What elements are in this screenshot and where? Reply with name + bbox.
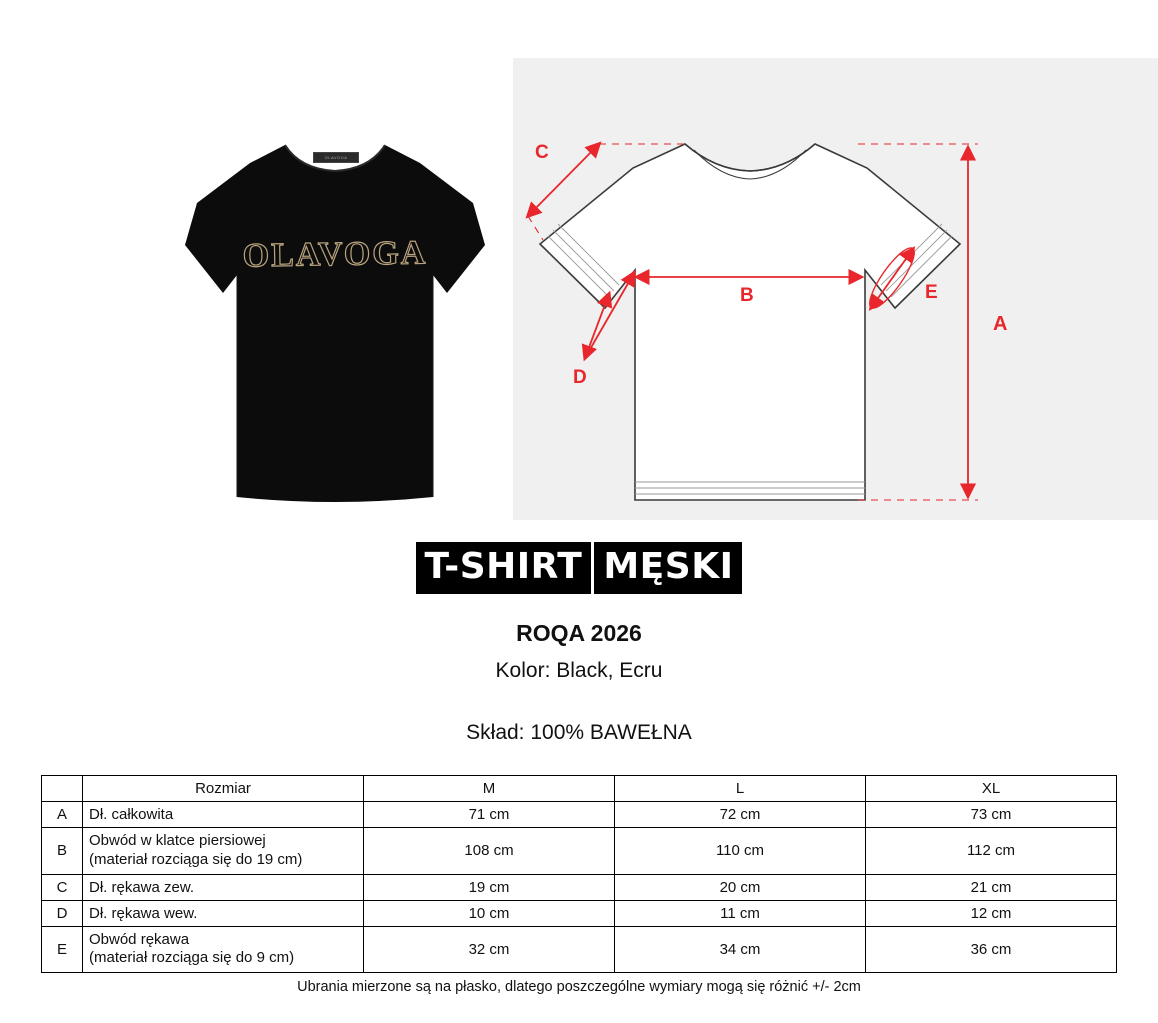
label-d: D <box>573 367 587 388</box>
header-letter <box>42 776 83 802</box>
row-e-xl: 36 cm <box>866 926 1117 973</box>
row-d-m: 10 cm <box>364 900 615 926</box>
row-name-e <box>83 926 364 973</box>
header-size-xl: XL <box>866 776 1117 802</box>
row-e-l: 34 cm <box>615 926 866 973</box>
page-title-part1: T-SHIRT <box>416 542 592 594</box>
composition-line: Skład: 100% BAWEŁNA <box>466 721 692 744</box>
label-e: E <box>925 282 938 303</box>
product-photo <box>175 125 495 525</box>
label-a: A <box>993 313 1008 335</box>
row-b-m: 108 cm <box>364 828 615 875</box>
table-row <box>42 874 1117 900</box>
header-size-m: M <box>364 776 615 802</box>
row-d-l: 11 cm <box>615 900 866 926</box>
row-d-xl: 12 cm <box>866 900 1117 926</box>
row-a-l: 72 cm <box>615 802 866 828</box>
table-row <box>42 802 1117 828</box>
tshirt-photo-illustration <box>175 125 495 525</box>
label-b: B <box>740 285 754 306</box>
row-name-b-line1: Obwód w klatce piersiowej <box>89 832 266 849</box>
table-header-row <box>42 776 1117 802</box>
row-name-c: Dł. rękawa zew. <box>83 874 364 900</box>
row-a-xl: 73 cm <box>866 802 1117 828</box>
row-name-e-line1: Obwód rękawa <box>89 930 190 948</box>
row-letter-b: B <box>42 828 83 875</box>
model-code: ROQA 2026 <box>516 620 642 646</box>
page-title <box>0 542 1158 594</box>
color-line: Kolor: Black, Ecru <box>495 659 663 682</box>
row-c-xl: 21 cm <box>866 874 1117 900</box>
row-name-b <box>83 828 364 875</box>
row-letter-d: D <box>42 900 83 926</box>
header-size-l: L <box>615 776 866 802</box>
row-letter-c: C <box>42 874 83 900</box>
row-name-d: Dł. rękawa wew. <box>83 900 364 926</box>
table-row <box>42 900 1117 926</box>
header-rozmiar: Rozmiar <box>83 776 364 802</box>
size-table <box>41 775 1117 973</box>
row-name-b-line2: (materiał rozciąga się do 19 cm) <box>89 850 303 868</box>
row-letter-a: A <box>42 802 83 828</box>
row-c-m: 19 cm <box>364 874 615 900</box>
measurement-schematic <box>513 58 1158 520</box>
row-c-l: 20 cm <box>615 874 866 900</box>
row-name-a: Dł. całkowita <box>83 802 364 828</box>
row-e-m: 32 cm <box>364 926 615 973</box>
row-a-m: 71 cm <box>364 802 615 828</box>
size-table-container <box>41 775 1117 995</box>
neck-label: OLAVOGA <box>313 152 359 163</box>
page-title-part2: MĘSKI <box>594 542 742 594</box>
schematic-svg <box>513 58 1158 520</box>
row-name-e-line2: (materiał rozciąga się do 9 cm) <box>89 949 295 967</box>
label-c: C <box>535 142 549 163</box>
table-row <box>42 828 1117 875</box>
row-letter-e: E <box>42 926 83 973</box>
row-b-l: 110 cm <box>615 828 866 875</box>
row-b-xl: 112 cm <box>866 828 1117 875</box>
table-footnote: Ubrania mierzone są na płasko, dlatego poszczególne wymiary mogą się różnić +/- 2cm <box>297 979 861 995</box>
table-row <box>42 926 1117 973</box>
